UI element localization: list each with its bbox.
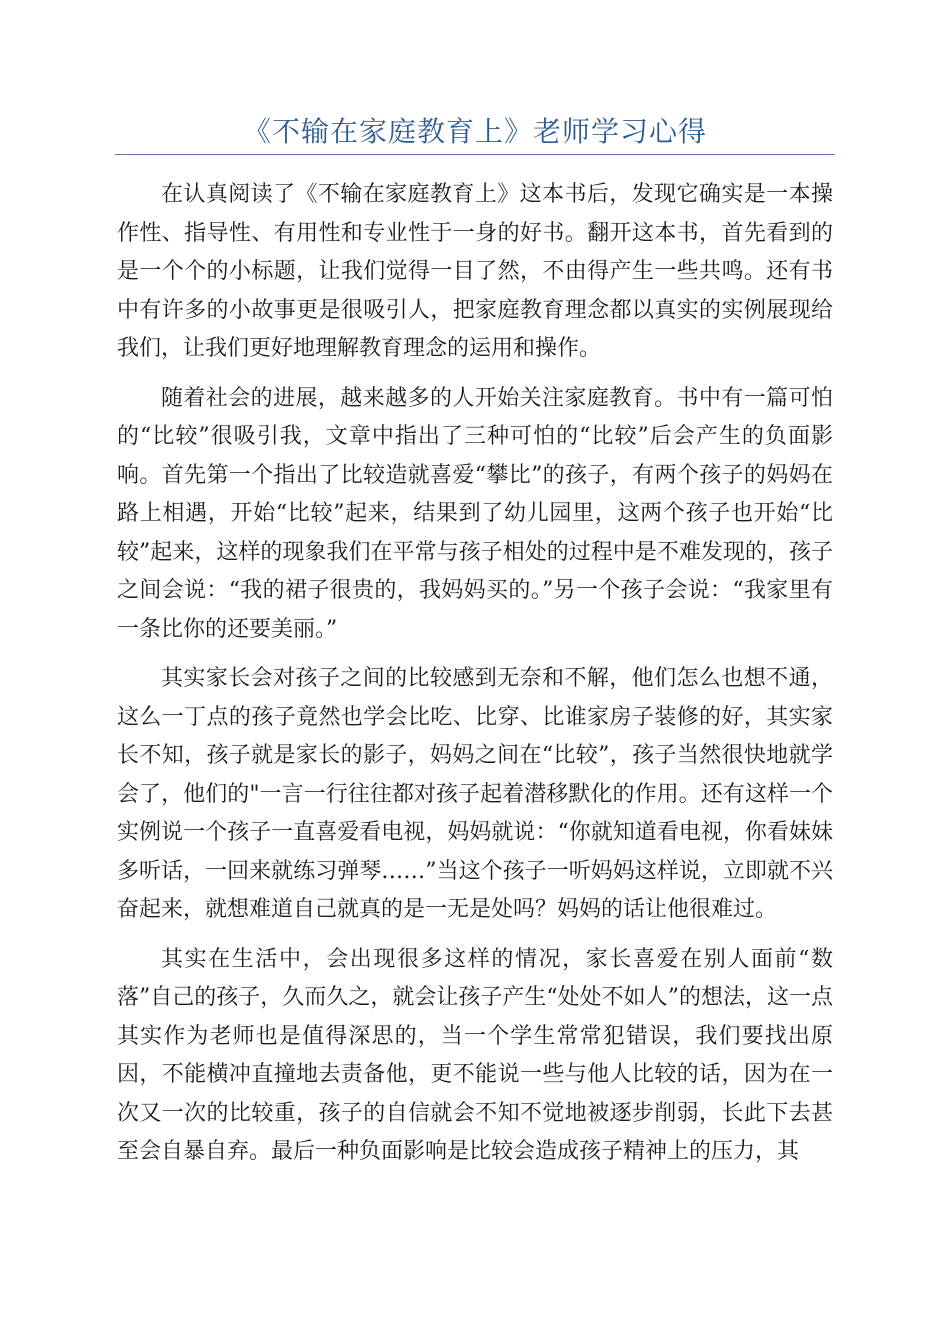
document-title: 《不输在家庭教育上》老师学习心得	[242, 115, 707, 148]
paragraph-1: 在认真阅读了《不输在家庭教育上》这本书后，发现它确实是一本操作性、指导性、有用性和专业性于一身的好书。翻开这本书，首先看到的是一个个的小标题，让我们觉得一目了然，不由得产生一些共鸣。还有书中有许多的小故事更是很吸引人，把家庭教育理念都以真实的实例展现给我们，让我们更好地理解教育理念的运用和操作。	[117, 182, 833, 361]
title-underline	[115, 154, 835, 155]
paragraph-2: 随着社会的进展，越来越多的人开始关注家庭教育。书中有一篇可怕的“比较”很吸引我，文章中指出了三种可怕的“比较”后会产生的负面影响。首先第一个指出了比较造就喜爱“攀比”的孩子，有两个孩子的妈妈在路上相遇，开始“比较”起来，结果到了幼儿园里，这两个孩子也开始“比较”起来，这样的现象我们在平常与孩子相处的过程中是不难发现的，孩子之间会说：“我的裙子很贵的，我妈妈买的。”另一个孩子会说：“我家里有一条比你的还要美丽。”	[117, 385, 833, 642]
document-body	[117, 176, 833, 1183]
paragraph-4: 其实在生活中，会出现很多这样的情况，家长喜爱在别人面前“数落”自己的孩子，久而久之，就会让孩子产生“处处不如人”的想法，这一点其实作为老师也是值得深思的，当一个学生常常犯错误，我们要找出原因，不能横冲直撞地去责备他，更不能说一些与他人比较的话，因为在一次又一次的比较重，孩子的自信就会不知不觉地被逐步削弱，长此下去甚至会自暴自弃。最后一种负面影响是比较会造成孩子精神上的压力，其	[117, 946, 833, 1164]
paragraph-3: 其实家长会对孩子之间的比较感到无奈和不解，他们怎么也想不通，这么一丁点的孩子竟然也学会比吃、比穿、比谁家房子装修的好，其实家长不知，孩子就是家长的影子，妈妈之间在“比较”，孩子当然很快地就学会了，他们的"一言一行往往都对孩子起着潜移默化的作用。还有这样一个实例说一个孩子一直喜爱看电视，妈妈就说：“你就知道看电视，你看妹妹多听话，一回来就练习弹琴……”当这个孩子一听妈妈这样说，立即就不兴奋起来，就想难道自己就真的是一无是处吗？妈妈的话让他很难过。	[117, 666, 833, 922]
